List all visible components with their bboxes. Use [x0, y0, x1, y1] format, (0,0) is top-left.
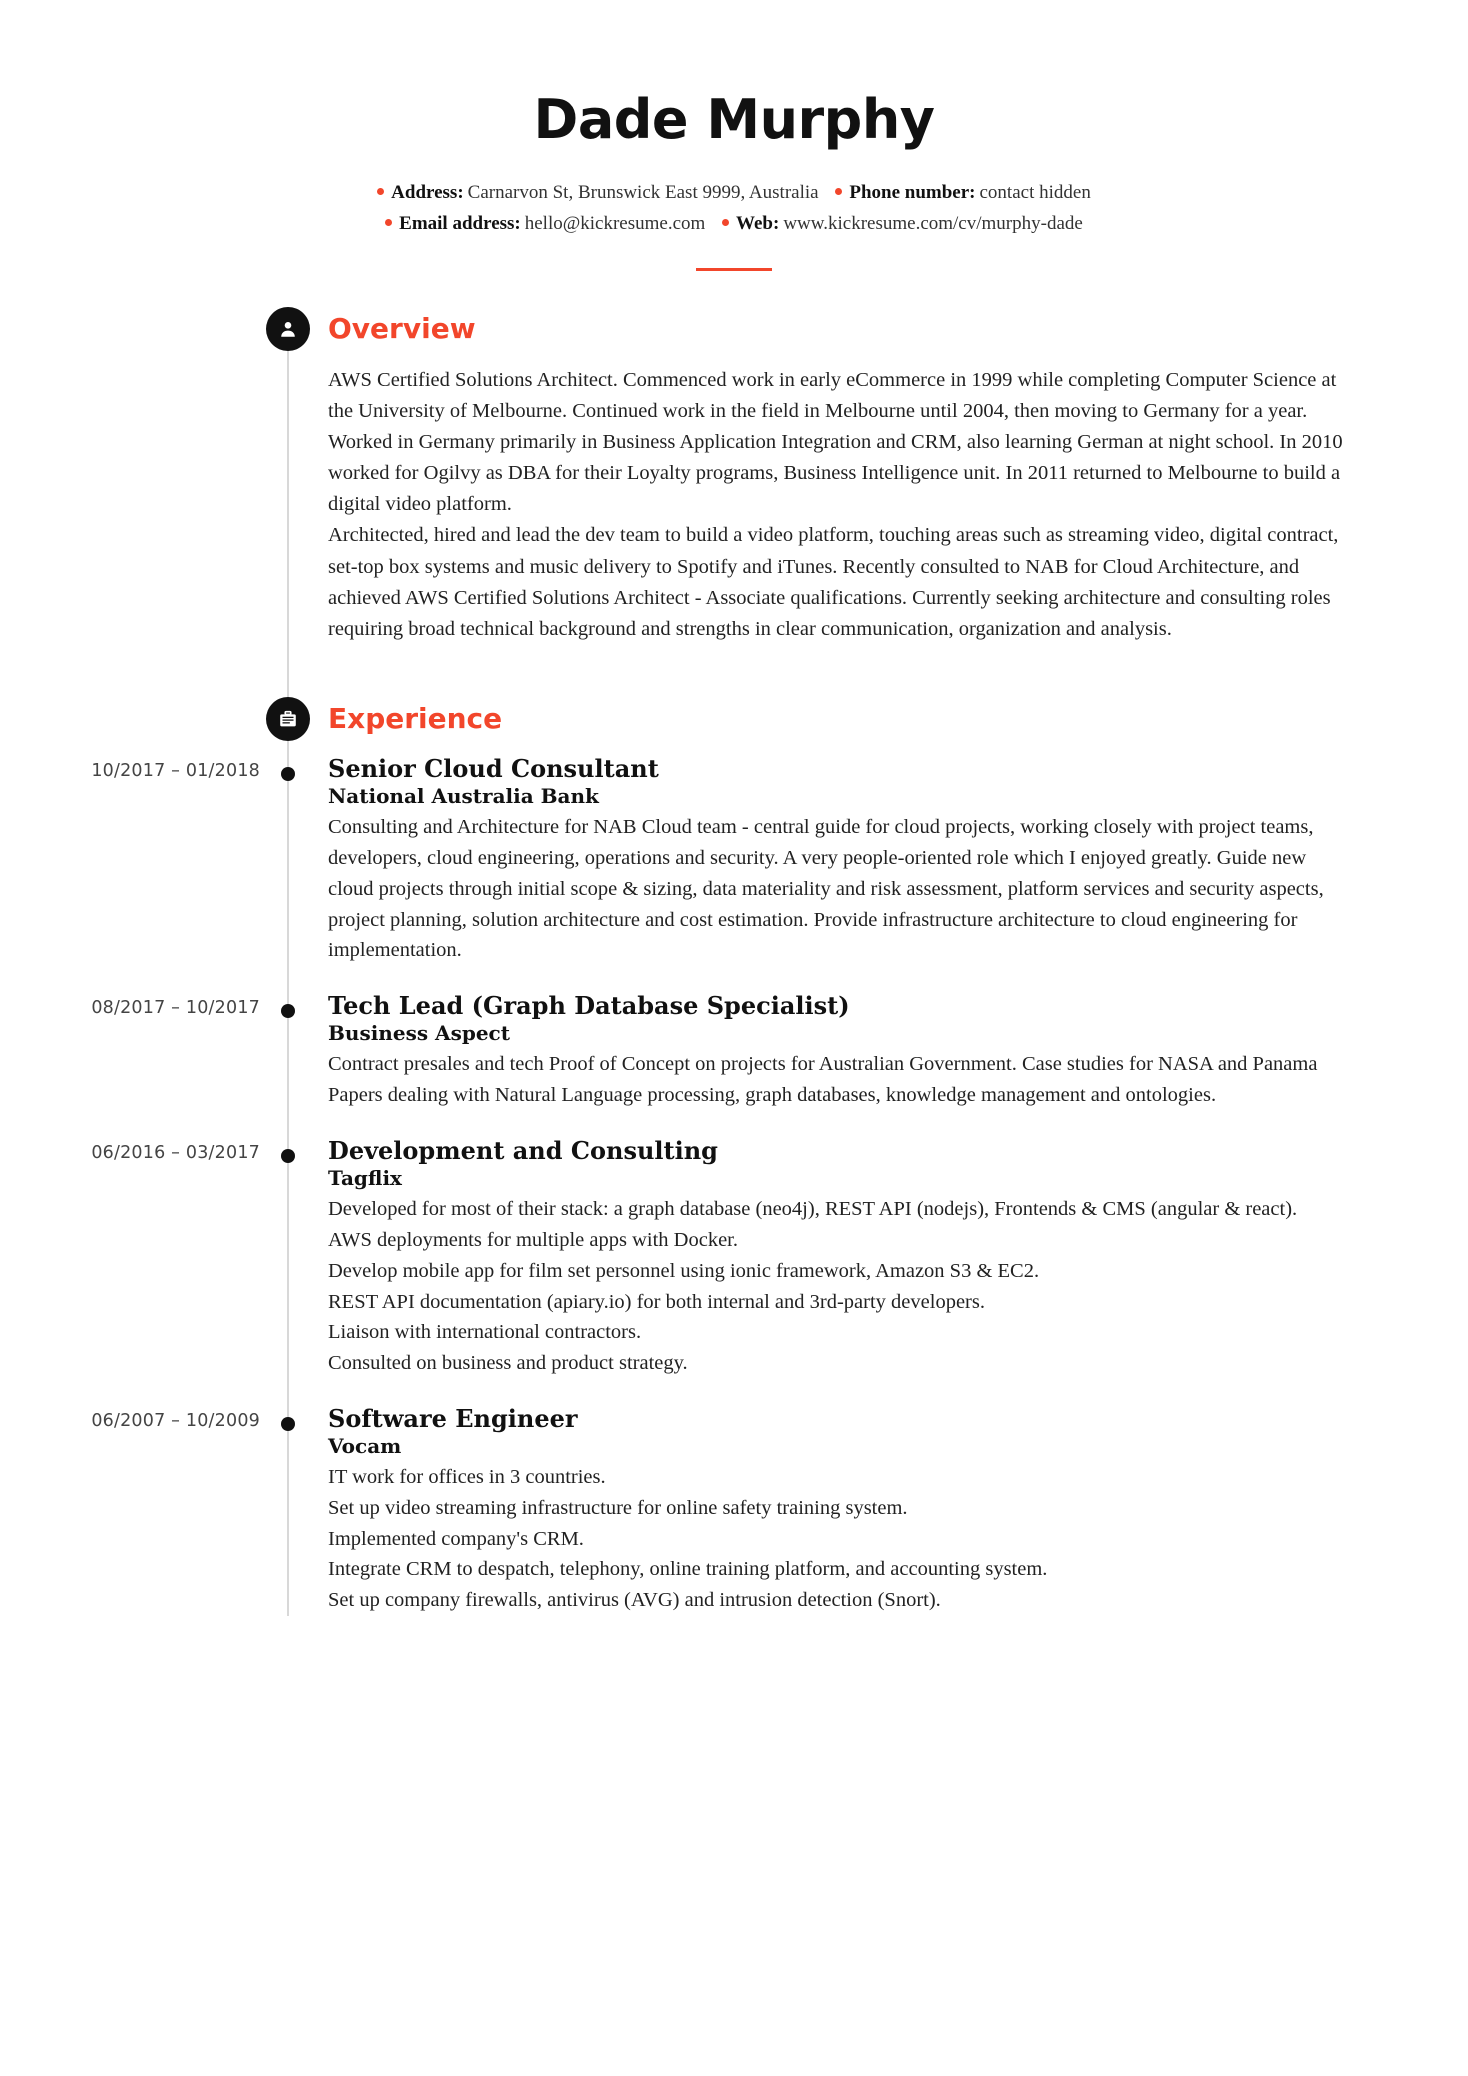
entry-description-line: Liaison with international contractors. — [328, 1321, 642, 1344]
entry-company: Business Aspect — [328, 1021, 510, 1046]
bullet-icon — [722, 219, 729, 226]
entry-description-line: Integrate CRM to despatch, telephony, online training platform, and accounting system. — [328, 1558, 1048, 1581]
section-experience — [70, 697, 1398, 1616]
entry-description-line: Developed for most of their stack: a graph database (neo4j), REST API (nodejs), Frontends & CMS (angular & react). — [328, 1198, 1298, 1221]
bullet-icon — [835, 188, 842, 195]
timeline-dot-icon — [281, 767, 295, 781]
entry-date: 06/2016 – 03/2017 — [91, 1142, 260, 1163]
entry-main — [328, 1137, 1398, 1379]
contact-block — [70, 177, 1398, 240]
experience-entry — [70, 992, 1398, 1111]
entry-description-line: AWS deployments for multiple apps with Docker. — [328, 1229, 738, 1252]
contact-address: Address: Carnarvon St, Brunswick East 9999, Australia — [377, 177, 818, 208]
entry-main — [328, 992, 1398, 1111]
contact-line-1 — [70, 177, 1398, 208]
section-body-overview — [328, 365, 1398, 645]
section-header-experience — [70, 697, 1398, 741]
timeline-dot-icon — [281, 1004, 295, 1018]
entry-title: Tech Lead (Graph Database Specialist) — [328, 991, 850, 1021]
overview-paragraph: Architected, hired and lead the dev team to build a video platform, touching areas such as streaming video, digital contract, set-top box systems and music delivery to Spotify and iTunes. Recently consulted to NAB for Cloud Architecture, and achieved AWS Certified Solutions Architect - Associate qualifications. Currently seeking architecture and consulting roles requiring broad technical background and strengths in clear communication, organization and analysis. — [328, 524, 1339, 640]
bullet-icon — [377, 188, 384, 195]
section-overview — [70, 307, 1398, 645]
experience-entry — [70, 755, 1398, 966]
entry-company: Vocam — [328, 1434, 402, 1459]
entry-main — [328, 755, 1398, 966]
header-divider — [696, 268, 772, 271]
contact-line-2 — [70, 208, 1398, 239]
entry-description-line: Consulted on business and product strategy. — [328, 1352, 688, 1375]
overview-paragraph: AWS Certified Solutions Architect. Commenced work in early eCommerce in 1999 while completing Computer Science at the University of Melbourne. Continued work in the field in Melbourne until 2004, then moving to Germany for a year. Worked in Germany primarily in Business Application Integration and CRM, also learning German at night school. In 2010 worked for Ogilvy as DBA for their Loyalty programs, Business Intelligence unit. In 2011 returned to Melbourne to build a digital video platform. — [328, 368, 1343, 516]
entry-description-line: Contract presales and tech Proof of Concept on projects for Australian Government. Case studies for NASA and Panama Papers dealing with Natural Language processing, graph databases, knowledge management and ontologies. — [328, 1053, 1318, 1107]
entry-company: National Australia Bank — [328, 784, 599, 809]
page-title: Dade Murphy — [533, 88, 935, 151]
experience-entry — [70, 1405, 1398, 1616]
entry-title: Software Engineer — [328, 1403, 578, 1433]
contact-email[interactable]: Email address: hello@kickresume.com — [385, 208, 705, 239]
entry-date: 10/2017 – 01/2018 — [91, 761, 260, 782]
entry-date: 06/2007 – 10/2009 — [91, 1410, 260, 1431]
entry-title: Senior Cloud Consultant — [328, 754, 659, 784]
entry-description-line: Consulting and Architecture for NAB Cloud team - central guide for cloud projects, working closely with project teams, developers, cloud engineering, operations and security. A very people-oriented role which I enjoyed greatly. Guide new cloud projects through initial scope & sizing, data materiality and risk assessment, platform services and security aspects, project planning, solution architecture and cost estimation. Provide infrastructure architecture to cloud engineering for implementation. — [328, 816, 1324, 962]
entry-company: Tagflix — [328, 1166, 402, 1191]
entry-description-line: Set up company firewalls, antivirus (AVG) and intrusion detection (Snort). — [328, 1589, 941, 1612]
entry-title: Development and Consulting — [328, 1135, 718, 1165]
entry-description-line: IT work for offices in 3 countries. — [328, 1466, 606, 1489]
experience-entry — [70, 1137, 1398, 1379]
person-icon — [266, 307, 310, 351]
timeline-dot-icon — [281, 1149, 295, 1163]
briefcase-icon — [266, 697, 310, 741]
entry-main — [328, 1405, 1398, 1616]
timeline-dot-icon — [281, 1417, 295, 1431]
entry-date: 08/2017 – 10/2017 — [91, 998, 260, 1019]
bullet-icon — [385, 219, 392, 226]
entry-description-line: REST API documentation (apiary.io) for both internal and 3rd-party developers. — [328, 1290, 985, 1313]
section-title-experience: Experience — [328, 702, 503, 736]
timeline — [70, 307, 1398, 1616]
section-title-overview: Overview — [328, 311, 476, 345]
entry-description-line: Set up video streaming infrastructure for online safety training system. — [328, 1496, 908, 1519]
section-header-overview — [70, 307, 1398, 351]
contact-web[interactable]: Web: www.kickresume.com/cv/murphy-dade — [722, 208, 1083, 239]
entry-description-line: Implemented company's CRM. — [328, 1527, 584, 1550]
entry-description-line: Develop mobile app for film set personnel using ionic framework, Amazon S3 & EC2. — [328, 1259, 1040, 1282]
contact-phone: Phone number: contact hidden — [835, 177, 1090, 208]
